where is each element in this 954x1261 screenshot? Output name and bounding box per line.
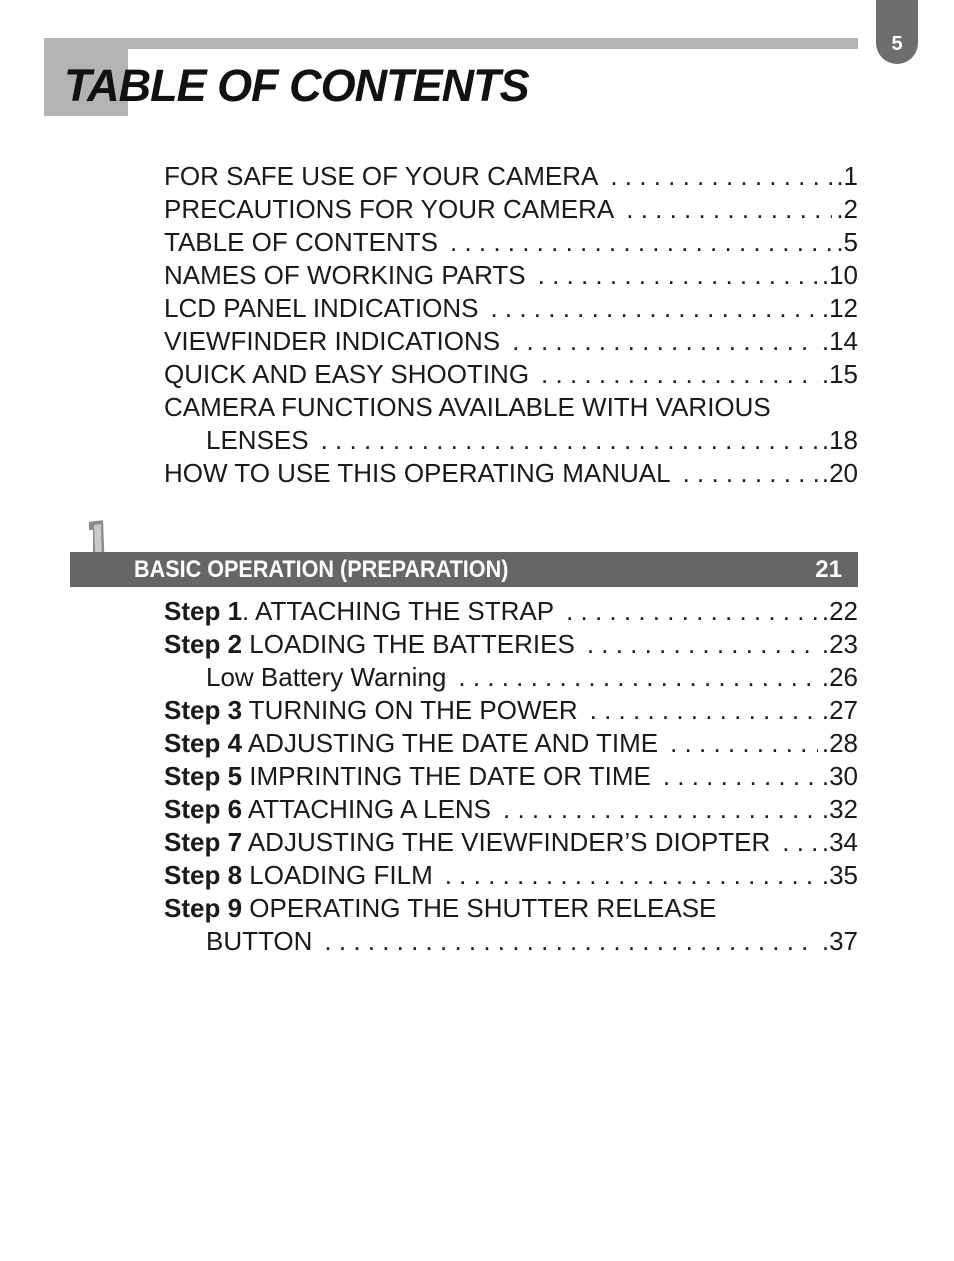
leader-dots [450,226,832,259]
toc-entry-page: .20 [821,458,858,488]
toc-entry[interactable] [164,325,858,358]
step-entry-page: .27 [821,695,858,725]
step-entry-label [164,826,770,859]
leader-dots [541,358,818,391]
toc-entry-continuation[interactable] [164,424,858,457]
toc-entry[interactable] [164,226,858,259]
step-entry[interactable] [164,727,858,760]
step-title: TURNING ON THE POWER [242,695,578,725]
step-number: Step 2 [164,629,243,659]
step-entry-label [164,793,491,826]
step-number: Step 9 [164,893,243,923]
step-entry-label [164,892,716,925]
step-entry-page: .34 [821,827,858,857]
toc-entry-label: CAMERA FUNCTIONS AVAILABLE WITH VARIOUS [164,392,771,422]
step-entry-label [164,694,578,727]
step-entry-label [164,859,433,892]
step-number: Step 5 [164,761,243,791]
step-entry[interactable] [164,694,858,727]
toc-entry[interactable] [164,193,858,226]
step-number: Step 4 [164,728,243,758]
step-number: Step 1 [164,596,243,626]
leader-dots [503,793,818,826]
toc-entry-label: VIEWFINDER INDICATIONS [164,326,501,356]
step-title: ADJUSTING THE DATE AND TIME [242,728,659,758]
step-entry-label [164,727,658,760]
step-entry-page: .22 [821,596,858,626]
leader-dots [324,925,817,958]
step-entry-label [164,760,651,793]
leader-dots [663,760,818,793]
step-title: ADJUSTING THE VIEWFINDER’S DIOPTER [242,827,771,857]
title-accent-bar [128,38,858,49]
step-title: . ATTACHING THE STRAP [242,596,555,626]
toc-entry-label: NAMES OF WORKING PARTS [164,260,526,290]
toc-entry-label: LCD PANEL INDICATIONS [164,293,479,323]
step-number: Step 7 [164,827,243,857]
toc-entry-label: FOR SAFE USE OF YOUR CAMERA [164,161,599,191]
page-number-tab [876,0,918,64]
step-entry-label [164,595,554,628]
step-title: OPERATING THE SHUTTER RELEASE [242,893,717,923]
step-entry-continuation[interactable] [164,925,858,958]
sub-entry-page: .26 [821,662,858,692]
leader-dots [512,325,818,358]
step-entry[interactable] [164,628,858,661]
toc-entry-label: PRECAUTIONS FOR YOUR CAMERA [164,194,615,224]
sub-entry-label: Low Battery Warning [206,662,447,692]
step-entry-label [164,628,575,661]
toc-entry[interactable] [164,457,858,490]
toc-entry-page: .14 [821,326,858,356]
step-entry[interactable] [164,760,858,793]
step-entry-page: .28 [821,728,858,758]
step-number: Step 3 [164,695,243,725]
toc-entry[interactable] [164,391,858,424]
leader-dots [590,694,818,727]
leader-dots [490,292,817,325]
chapter-header-bar[interactable] [70,552,858,587]
step-entry-page: .23 [821,629,858,659]
step-entry-page: .32 [821,794,858,824]
page-title: TABLE OF CONTENTS [64,60,529,111]
step-entry[interactable] [164,595,858,628]
chapter-title: BASIC OPERATION (PREPARATION) [134,555,509,583]
step-title: LOADING FILM [242,860,433,890]
toc-entry-label: QUICK AND EASY SHOOTING [164,359,530,389]
leader-dots [321,424,818,457]
toc-entry-page: .18 [821,425,858,455]
step-entry-label-cont: BUTTON [206,926,313,956]
step-entry[interactable] [164,793,858,826]
step-title: IMPRINTING THE DATE OR TIME [242,761,651,791]
chapter-toc-list [164,595,858,958]
toc-entry-page: .12 [821,293,858,323]
leader-dots [445,859,818,892]
leader-dots [566,595,818,628]
toc-entry[interactable] [164,259,858,292]
toc-main-list [164,160,858,490]
leader-dots [626,193,832,226]
toc-entry[interactable] [164,292,858,325]
step-entry[interactable] [164,859,858,892]
toc-entry[interactable] [164,160,858,193]
leader-dots [670,727,818,760]
sub-entry[interactable] [164,661,858,694]
toc-entry-label-cont: LENSES [206,425,309,455]
step-entry[interactable] [164,892,858,925]
leader-dots [458,661,817,694]
toc-entry-page: .1 [836,161,858,191]
toc-entry-page: .10 [821,260,858,290]
step-title: LOADING THE BATTERIES [242,629,575,659]
toc-entry-label: HOW TO USE THIS OPERATING MANUAL [164,458,671,488]
toc-entry-label: TABLE OF CONTENTS [164,227,438,257]
step-entry-page: .37 [821,926,858,956]
toc-entry-page: .15 [821,359,858,389]
leader-dots [538,259,818,292]
step-entry-page: .30 [821,761,858,791]
leader-dots [683,457,818,490]
step-entry-page: .35 [821,860,858,890]
leader-dots [782,826,818,859]
step-title: ATTACHING A LENS [242,794,492,824]
leader-dots [610,160,832,193]
toc-entry-page: .5 [836,227,858,257]
step-entry[interactable] [164,826,858,859]
step-number: Step 8 [164,860,243,890]
leader-dots [587,628,818,661]
step-number: Step 6 [164,794,243,824]
chapter-page: 21 [815,555,842,583]
toc-entry[interactable] [164,358,858,391]
page-number: 5 [891,33,903,55]
toc-entry-page: .2 [836,194,858,224]
